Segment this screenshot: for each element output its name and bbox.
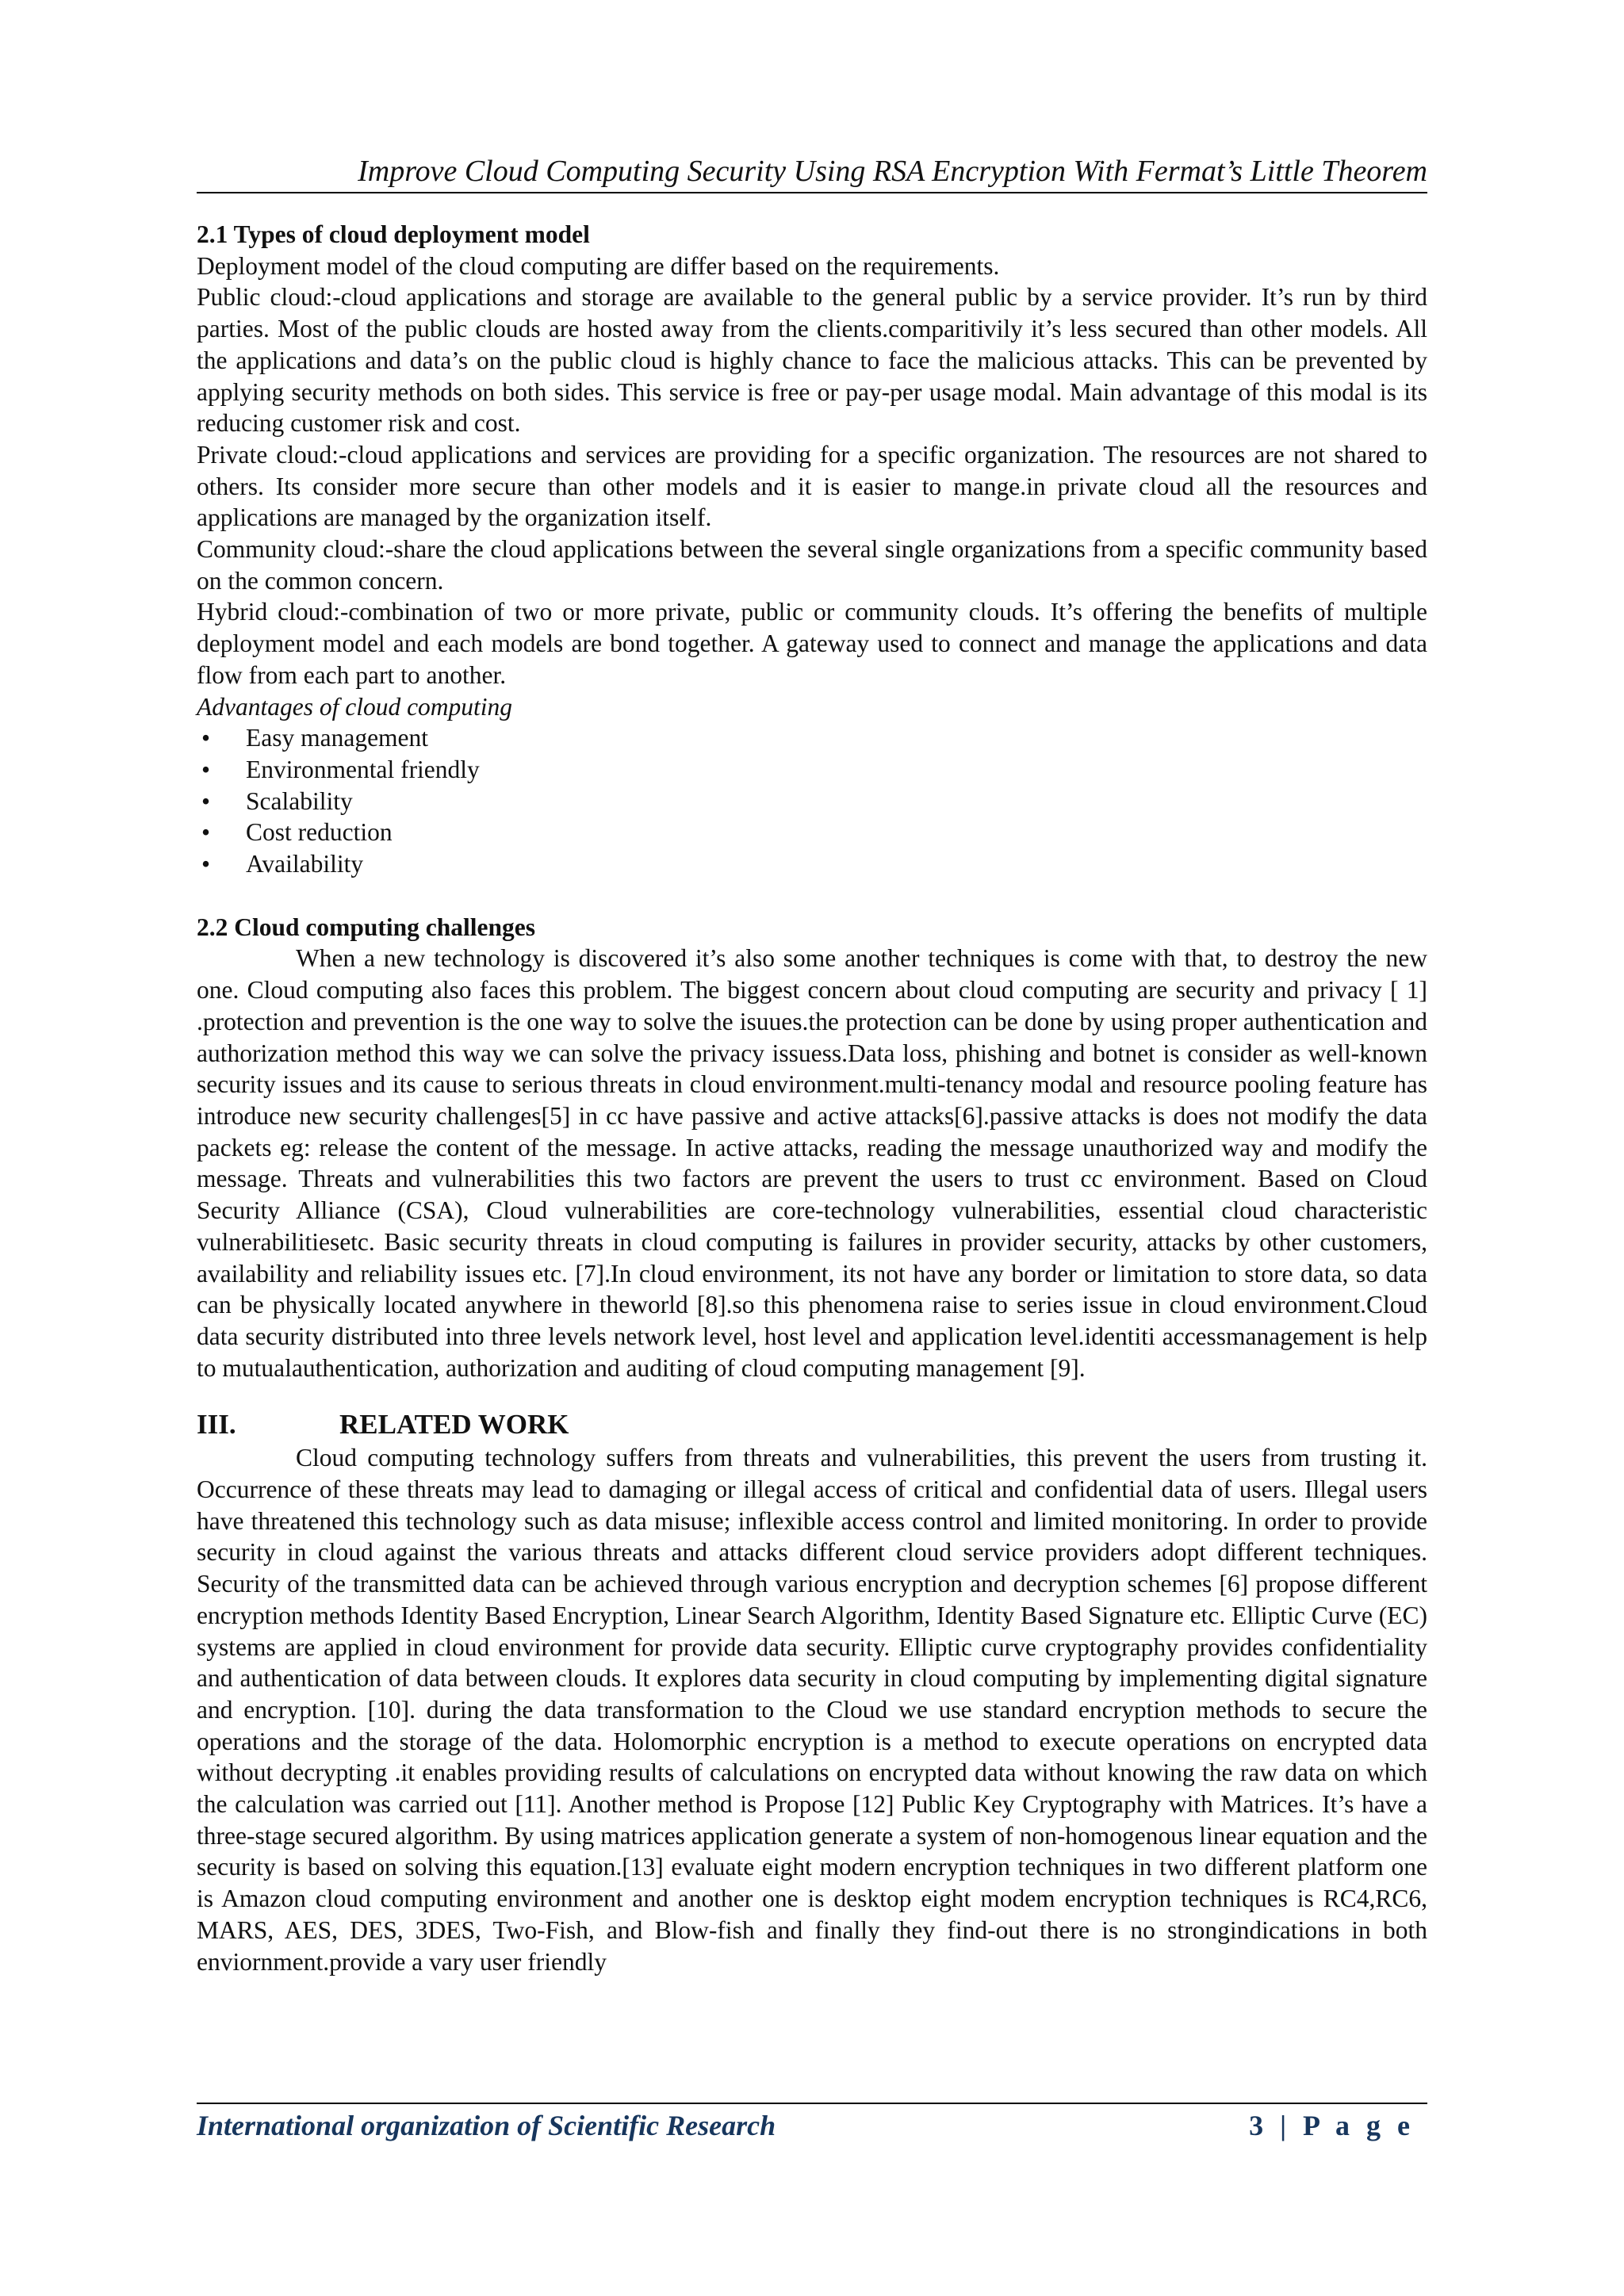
spacer [197,880,1427,912]
spacer [197,1383,1427,1407]
list-item [197,848,1427,880]
header-rule [197,192,1427,193]
list-item [197,786,1427,817]
list-item-label: Scalability [246,786,353,815]
footer-rule [197,2103,1427,2104]
bullet-icon: • [201,755,211,783]
footer-organization: International organization of Scientific Research [197,2110,776,2141]
bullet-icon: • [201,786,211,815]
community-cloud-paragraph: Community cloud:-share the cloud applications between the several single organizations from a specific community based on the common concern. [197,535,1427,595]
list-item [197,722,1427,754]
page-footer [197,2109,1427,2147]
list-item-label: Environmental friendly [246,755,480,783]
advantages-title: Advantages of cloud computing [197,692,513,721]
public-cloud-paragraph: Public cloud:-cloud applications and storage are available to the general public by a service provider. It’s run by third parties. Most of the public clouds are hosted away from the clients.comparitivily it’s less secured than other models. All the applications and data’s on the public cloud is highly chance to face the malicious attacks. This can be prevented by applying security methods on both sides. This service is free or pay-per usage modal. Main advantage of this modal is its reducing customer risk and cost. [197,283,1427,438]
chapter-heading [197,1407,1427,1442]
bullet-icon: • [201,724,211,752]
section-heading-2-1: 2.1 Types of cloud deployment model [197,220,590,248]
bullet-icon: • [201,818,211,847]
challenges-paragraph: When a new technology is discovered it’s also some another techniques is come with that, to destroy the new one. Cloud computing also faces this problem. The biggest concern about cloud computing are security and privacy [ 1] .protection and prevention is the one way to solve the isuues.the protection can be done by using proper authentication and authorization method this way we can solve the privacy issuess.Data loss, phishing and botnet is consider as well-known security issues and its cause to serious threats in cloud environment.multi-tenancy modal and resource pooling feature has introduce new security challenges[5] in cc have passive and active attacks[6].passive attacks is does not modify the data packets eg: release the content of the message. In active attacks, reading the message unauthorized way and modify the message. Threats and vulnerabilities this two factors are prevent the users to trust cc environment. Based on Cloud Security Alliance (CSA), Cloud vulnerabilities are core-technology vulnerabilities, essential cloud characteristic vulnerabilitiesetc. Basic security threats in cloud computing is failures in provider security, attacks by other customers, availability and reliability issues etc. [7].In cloud environment, its not have any border or limitation to store data, so data can be physically located anywhere in theworld [8].so this phenomena raise to series issue in cloud environment.Cloud data security distributed into three levels network level, host level and application level.identiti accessmanagement is help to mutualauthentication, authorization and auditing of cloud computing management [9]. [197,944,1427,1382]
bullet-icon: • [201,850,211,878]
list-item [197,817,1427,848]
list-item-label: Cost reduction [246,818,393,847]
advantages-list [197,722,1427,880]
list-item-label: Easy management [246,724,429,752]
body-content [197,219,1427,1977]
list-item-label: Availability [246,850,364,878]
section-heading-2-2: 2.2 Cloud computing challenges [197,913,536,941]
page-number: 3 | P a g e [1249,2110,1415,2141]
deployment-intro: Deployment model of the cloud computing are differ based on the requirements. [197,251,1000,280]
running-header: Improve Cloud Computing Security Using RSA Encryption With Fermat’s Little Theorem [358,155,1427,188]
chapter-number: III. [197,1409,236,1441]
hybrid-cloud-paragraph: Hybrid cloud:-combination of two or more private, public or community clouds. It’s offering the benefits of multiple deployment model and each models are bond together. A gateway used to connect and manage the applications and data flow from each part to another. [197,598,1427,689]
related-work-paragraph: Cloud computing technology suffers from threats and vulnerabilities, this prevent the users from trusting it. Occurrence of these threats may lead to damaging or illegal access of critical and confidential data of users. Illegal users have threatened this technology such as data misuse; inflexible access control and limited monitoring. In order to provide security in cloud against the various threats and attacks different cloud service providers adopt different techniques. Security of the transmitted data can be achieved through various encryption and decryption schemes [6] propose different encryption methods Identity Based Encryption, Linear Search Algorithm, Identity Based Signature etc. Elliptic Curve (EC) systems are applied in cloud environment for provide data security. Elliptic curve cryptography provides confidentiality and authentication of data between clouds. It explores data security in cloud computing by implementing digital signature and encryption. [10]. during the data transformation to the Cloud we use standard encryption methods to secure the operations and the storage of the data. Holomorphic encryption is a method to execute operations on encrypted data without decrypting .it enables providing results of calculations on encrypted data without knowing the raw data on which the calculation was carried out [11]. Another method is Propose [12] Public Key Cryptography with Matrices. It’s have a three-stage secured algorithm. By using matrices application generate a system of non-homogenous linear equation and the security is based on solving this equation.[13] evaluate eight modern encryption techniques in two different platform one is Amazon cloud computing environment and another one is desktop eight modem encryption techniques is RC4,RC6, MARS, AES, DES, 3DES, Two-Fish, and Blow-fish and finally they find-out there is no strongindications in both enviornment.provide a vary user friendly [197,1444,1427,1976]
private-cloud-paragraph: Private cloud:-cloud applications and services are providing for a specific organization. The resources are not shared to others. Its consider more secure than other models and it is easier to mange.in private cloud all the resources and applications are managed by the organization itself. [197,440,1427,532]
list-item [197,754,1427,786]
chapter-title: RELATED WORK [339,1409,569,1441]
